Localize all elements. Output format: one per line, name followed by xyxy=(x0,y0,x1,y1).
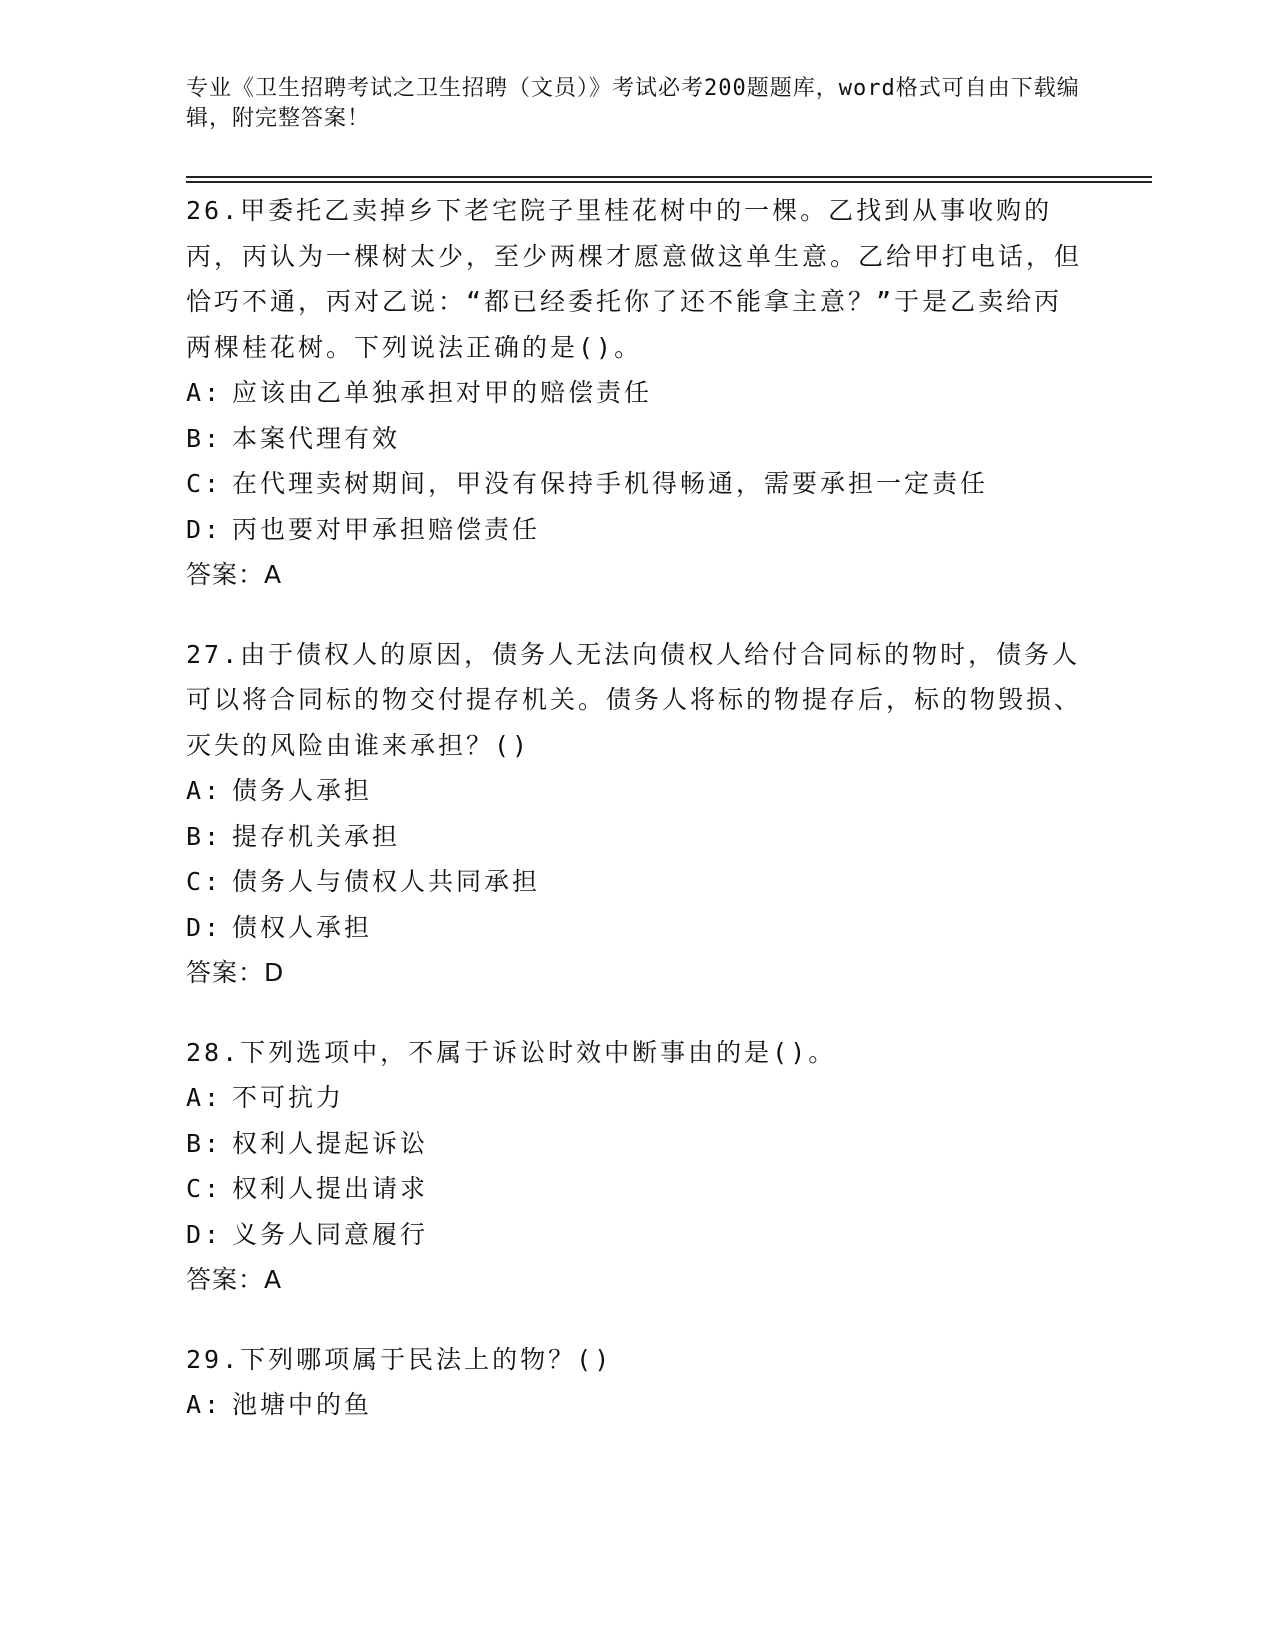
answer-label: 答案： xyxy=(186,958,265,987)
option-letter: C: xyxy=(186,1174,223,1203)
option-letter: A: xyxy=(186,1390,223,1419)
answer-line xyxy=(186,950,1086,996)
question-27 xyxy=(186,632,1086,996)
question-stem: 28.下列选项中，不属于诉讼时效中断事由的是()。 xyxy=(186,1037,837,1067)
option-text: 在代理卖树期间，甲没有保持手机得畅通，需要承担一定责任 xyxy=(232,469,989,498)
option-text: 不可抗力 xyxy=(232,1083,345,1112)
answer-value: A xyxy=(264,560,283,589)
option-text: 权利人提起诉讼 xyxy=(232,1128,429,1158)
option-letter: A: xyxy=(186,378,223,407)
question-list xyxy=(186,188,1086,1462)
answer-label: 答案： xyxy=(186,560,265,589)
option-text: 本案代理有效 xyxy=(232,423,401,453)
option-text: 池塘中的鱼 xyxy=(232,1390,373,1419)
question-29 xyxy=(186,1337,1086,1428)
option-text: 债务人与债权人共同承担 xyxy=(232,867,541,896)
option-a xyxy=(186,1382,1086,1428)
answer-value: A xyxy=(264,1265,283,1294)
question-stem: 29.下列哪项属于民法上的物？() xyxy=(186,1344,613,1374)
option-b xyxy=(186,814,1086,860)
option-a xyxy=(186,768,1086,814)
option-b xyxy=(186,1121,1086,1167)
header-divider-bottom xyxy=(186,181,1152,183)
option-a xyxy=(186,1075,1086,1121)
option-letter: D: xyxy=(186,1219,223,1249)
option-text: 应该由乙单独承担对甲的赔偿责任 xyxy=(232,378,653,407)
option-letter: B: xyxy=(186,821,223,851)
question-stem: 27.由于债权人的原因，债务人无法向债权人给付合同标的物时，债务人可以将合同标的物交付提存机关。债务人将标的物提存后，标的物毁损、灭失的风险由谁来承担？() xyxy=(186,639,1083,760)
question-26 xyxy=(186,188,1086,598)
option-letter: C: xyxy=(186,469,223,498)
option-text: 债权人承担 xyxy=(232,912,373,942)
option-letter: B: xyxy=(186,1128,223,1158)
question-28 xyxy=(186,1030,1086,1303)
answer-line xyxy=(186,1257,1086,1303)
option-d xyxy=(186,905,1086,951)
answer-line xyxy=(186,552,1086,598)
question-stem: 26.甲委托乙卖掉乡下老宅院子里桂花树中的一棵。乙找到从事收购的丙，丙认为一棵树太少，至少两棵才愿意做这单生意。乙给甲打电话，但恰巧不通，丙对乙说：“都已经委托你了还不能拿主意？”于是乙卖给丙两棵桂花树。下列说法正确的是()。 xyxy=(186,196,1083,362)
document-header: 专业《卫生招聘考试之卫生招聘（文员）》考试必考200题题库，word格式可自由下载编辑，附完整答案！ xyxy=(186,76,1080,131)
answer-value: D xyxy=(264,958,285,987)
option-b xyxy=(186,416,1086,462)
option-text: 提存机关承担 xyxy=(232,821,401,851)
option-text: 丙也要对甲承担赔偿责任 xyxy=(232,514,541,544)
option-text: 债务人承担 xyxy=(232,776,373,805)
option-letter: D: xyxy=(186,514,223,544)
option-letter: A: xyxy=(186,776,223,805)
option-d xyxy=(186,1212,1086,1258)
answer-label: 答案： xyxy=(186,1265,265,1294)
option-letter: C: xyxy=(186,867,223,896)
option-letter: A: xyxy=(186,1083,223,1112)
option-text: 义务人同意履行 xyxy=(232,1219,429,1249)
option-c xyxy=(186,859,1086,905)
option-c xyxy=(186,1166,1086,1212)
header-divider-top xyxy=(186,176,1152,178)
option-letter: B: xyxy=(186,423,223,453)
option-text: 权利人提出请求 xyxy=(232,1174,429,1203)
option-letter: D: xyxy=(186,912,223,942)
option-c xyxy=(186,461,1086,507)
option-a xyxy=(186,370,1086,416)
option-d xyxy=(186,507,1086,553)
